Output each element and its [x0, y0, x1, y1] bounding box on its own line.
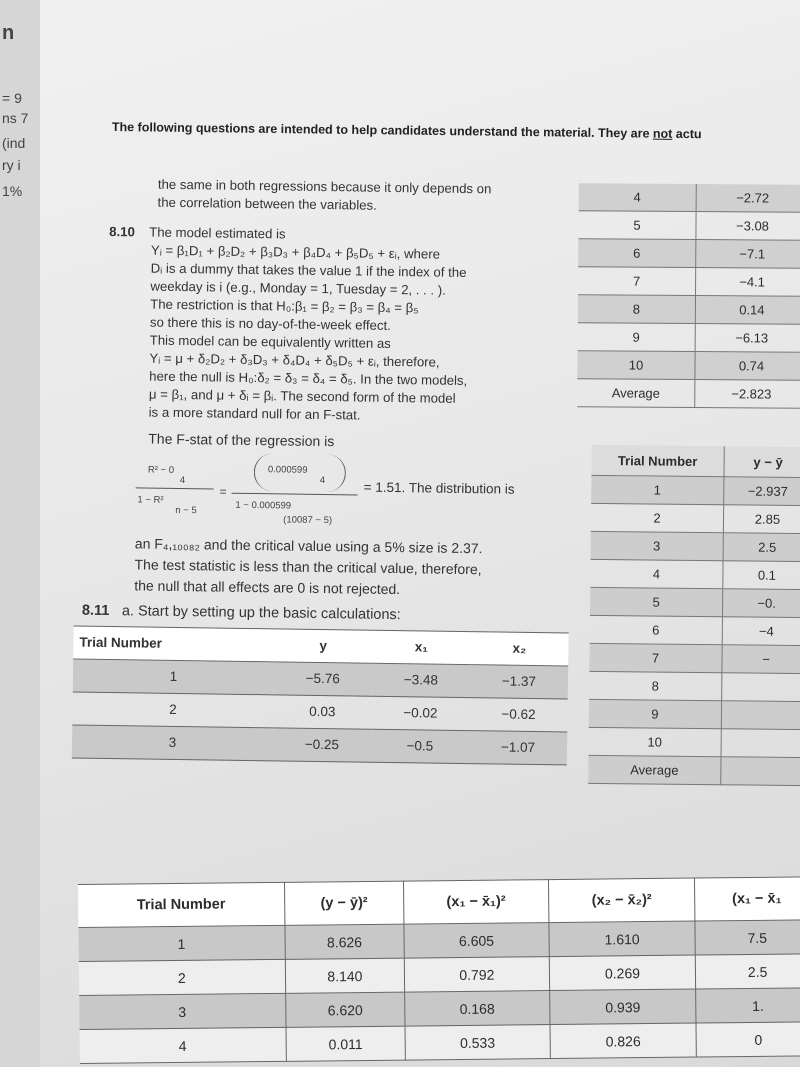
- table-row: [589, 699, 800, 729]
- formula-lhs-numerator: R² − 0: [147, 464, 175, 476]
- column-header: (y − ȳ)²: [284, 881, 404, 925]
- table-cell: 8.626: [285, 924, 405, 959]
- table-cell: −0.25: [273, 728, 372, 762]
- column-header: (x₁ − x̄₁: [695, 877, 800, 921]
- conclusion-line: The test statistic is less than the critical value, therefore,: [134, 556, 482, 578]
- q810-line: so there this is no day-of-the-week effect.: [149, 314, 391, 333]
- table-cell: 3: [72, 725, 273, 761]
- table-cell: 0.269: [549, 955, 696, 991]
- table-cell: 0.533: [405, 1025, 550, 1061]
- edge-text: ns 7: [2, 110, 29, 126]
- q810-line: Yᵢ = μ + δ₂D₂ + δ₃D₃ + δ₄D₄ + δ₅D₅ + εᵢ, therefore,: [149, 350, 440, 370]
- table-row: [578, 267, 800, 297]
- table-cell: 0.14: [695, 296, 800, 325]
- formula-lhs-denominator: 1 − R²: [137, 494, 164, 506]
- f-stat-formula: [135, 453, 576, 537]
- table-row: [589, 643, 800, 673]
- fraction-bar: [232, 493, 358, 496]
- table-cell: 0.74: [695, 352, 800, 381]
- table-cell: −0.02: [371, 696, 470, 730]
- q810-line: Yᵢ = β₁D₁ + β₂D₂ + β₃D₃ + β₄D₄ + β₅D₅ + εᵢ, where: [150, 242, 441, 262]
- table-cell: 6.620: [285, 992, 405, 1027]
- table-cell: 2: [591, 503, 724, 532]
- squared-deviations-table: [78, 876, 800, 1064]
- table-cell: 8: [589, 671, 722, 700]
- continuation-line: the correlation between the variables.: [157, 194, 377, 213]
- table-cell: 7: [578, 267, 696, 296]
- page-header: [112, 120, 800, 143]
- table-cell: 2.5: [723, 533, 800, 562]
- table-row: [578, 211, 800, 241]
- q810-line: The restriction is that H₀:β₁ = β₂ = β₃ = β₄ = β₅: [150, 296, 419, 316]
- table-cell: [721, 729, 800, 758]
- header-text-end: actu: [672, 126, 702, 142]
- fraction-bar: [136, 487, 214, 489]
- table-cell: 2.5: [696, 954, 800, 989]
- bottom-page-fragment: [78, 876, 800, 1064]
- table-cell: −2.937: [724, 477, 800, 506]
- table-cell: 2: [79, 959, 286, 995]
- table-cell: −0.5: [371, 729, 470, 763]
- question-8-11: [82, 602, 574, 627]
- table-cell: −4.1: [696, 268, 800, 297]
- conclusion-line: an F₄,₁₀₀₈₂ and the critical value using a 5% size is 2.37.: [134, 535, 483, 557]
- table-cell: 9: [578, 323, 696, 352]
- table-cell: 0.168: [405, 991, 550, 1027]
- q810-line: The model estimated is: [149, 224, 286, 242]
- table-cell: 8: [578, 295, 696, 324]
- table-cell: −3.48: [372, 663, 471, 697]
- table-cell: −7.1: [696, 240, 800, 269]
- table-row: [72, 725, 567, 765]
- table-row: [80, 1022, 800, 1064]
- edge-text: n: [2, 22, 15, 44]
- table-cell: Average: [588, 755, 721, 784]
- conclusion-line: the null that all effects are 0 is not rejected.: [134, 577, 401, 598]
- table-cell: Average: [577, 379, 695, 408]
- table-row: [591, 531, 800, 561]
- q810-line: Dᵢ is a dummy that takes the value 1 if the index of the: [150, 260, 467, 280]
- table-cell: 0: [696, 1022, 800, 1057]
- table-cell: 1: [591, 475, 724, 504]
- table-cell: −3.08: [696, 212, 800, 241]
- column-header: y − ȳ: [724, 446, 800, 477]
- question-number: 8.10: [109, 223, 135, 240]
- table-row: [590, 559, 800, 589]
- q810-line: weekday is i (e.g., Monday = 1, Tuesday = 2, . . . ).: [150, 278, 446, 298]
- edge-text: 1%: [2, 183, 23, 199]
- formula-rhs-numerator: 0.000599: [267, 464, 308, 476]
- main-column: [79, 175, 580, 766]
- table-cell: −2.72: [696, 184, 800, 212]
- table-cell: 10: [577, 351, 695, 380]
- table-row: [577, 351, 800, 381]
- table-cell: [721, 757, 800, 786]
- edge-text: ry i: [2, 157, 21, 173]
- edge-text: = 9: [2, 90, 22, 106]
- question-number: 8.11: [81, 602, 110, 620]
- continuation-line: the same in both regressions because it only depends on: [157, 176, 492, 197]
- formula-result: = 1.51. The distribution is: [363, 479, 515, 497]
- formula-lhs-den-den: n − 5: [175, 504, 197, 517]
- table-cell: 0.011: [286, 1026, 406, 1061]
- column-header: x₁: [372, 630, 471, 664]
- formula-rhs-denominator: 1 − 0.000599: [235, 499, 292, 512]
- q810-line: This model can be equivalently written as: [149, 332, 391, 351]
- table-cell: 4: [80, 1027, 287, 1063]
- q811-text: a. Start by setting up the basic calculations:: [121, 603, 401, 624]
- table-row: [590, 615, 800, 645]
- table-cell: 10: [589, 727, 722, 756]
- column-header: x₂: [470, 632, 569, 666]
- table-cell: 0.1: [723, 561, 800, 590]
- table-cell: −5.76: [274, 662, 373, 696]
- table-cell: 5: [578, 211, 696, 240]
- column-header: (x₁ − x̄₁)²: [404, 880, 549, 925]
- fstat-intro: The F-stat of the regression is: [148, 430, 335, 450]
- table-cell: −0.62: [469, 698, 568, 732]
- question-8-10: [104, 223, 579, 603]
- table-cell: −4: [722, 617, 800, 646]
- table-cell: 0.826: [550, 1023, 697, 1059]
- table-cell: 2: [72, 692, 273, 728]
- formula-lhs-num-den: 4: [179, 475, 186, 487]
- table-cell: 4: [590, 559, 723, 588]
- table-cell: 1: [78, 925, 285, 961]
- table-cell: 7: [589, 643, 722, 672]
- q810-line: is a more standard null for an F-stat.: [148, 404, 361, 423]
- table-row: [589, 727, 800, 757]
- column-header: y: [274, 629, 373, 663]
- table-row: [578, 323, 800, 353]
- table-cell: −1.37: [470, 665, 569, 699]
- table-cell: −6.13: [695, 324, 800, 353]
- q810-line: here the null is H₀:δ₂ = δ₃ = δ₄ = δ₅. In the two models,: [149, 368, 468, 389]
- table-cell: 3: [79, 993, 286, 1029]
- table-cell: −0.: [722, 589, 800, 618]
- table-row: [588, 755, 800, 785]
- formula-equals: =: [219, 484, 227, 499]
- table-row: [589, 671, 800, 701]
- header-text: The following questions are intended to help candidates understand the material. They are: [111, 120, 654, 141]
- table-row: [577, 379, 800, 409]
- table-cell: −: [722, 645, 800, 674]
- table-row: [590, 587, 800, 617]
- table-cell: 0.792: [404, 957, 549, 993]
- table-cell: 7.5: [695, 920, 800, 955]
- table-cell: −2.823: [695, 380, 800, 409]
- table-cell: 1.: [696, 988, 800, 1023]
- table-cell: −1.07: [469, 731, 568, 765]
- table-cell: [722, 673, 800, 702]
- column-header: Trial Number: [78, 882, 285, 927]
- table-row: [591, 475, 800, 505]
- table-cell: 3: [591, 531, 724, 560]
- table-cell: 6: [590, 615, 723, 644]
- table-cell: 2.85: [723, 505, 800, 534]
- formula-rhs-den-den: (10087 − 5): [283, 514, 333, 527]
- header-emphasis: not: [652, 126, 673, 141]
- table-row: [591, 503, 800, 533]
- table-cell: 0.939: [549, 989, 696, 1025]
- table-cell: 8.140: [285, 958, 405, 993]
- column-header: Trial Number: [591, 445, 724, 477]
- edge-text: (ind: [2, 135, 26, 151]
- table-row: [579, 183, 800, 212]
- column-header: (x₂ − x̄₂)²: [548, 878, 695, 923]
- right-table-residuals: [577, 183, 800, 409]
- formula-rhs-num-den: 4: [319, 474, 326, 487]
- table-cell: 6: [578, 239, 696, 268]
- column-header: Trial Number: [73, 626, 274, 662]
- table-cell: 0.03: [273, 695, 372, 729]
- table-row: [578, 295, 800, 325]
- basic-calculations-table: [72, 626, 569, 766]
- table-row: [578, 239, 800, 269]
- q810-line: μ = β₁, and μ + δᵢ = βᵢ. The second form of the model: [148, 386, 456, 406]
- table-cell: 1: [73, 659, 274, 695]
- table-cell: 9: [589, 699, 722, 728]
- table-cell: 1.610: [549, 921, 696, 957]
- table-cell: [721, 701, 800, 730]
- table-cell: 5: [590, 587, 723, 616]
- right-table-deviations: [588, 445, 800, 786]
- table-cell: 4: [579, 183, 697, 211]
- table-cell: 6.605: [404, 923, 549, 959]
